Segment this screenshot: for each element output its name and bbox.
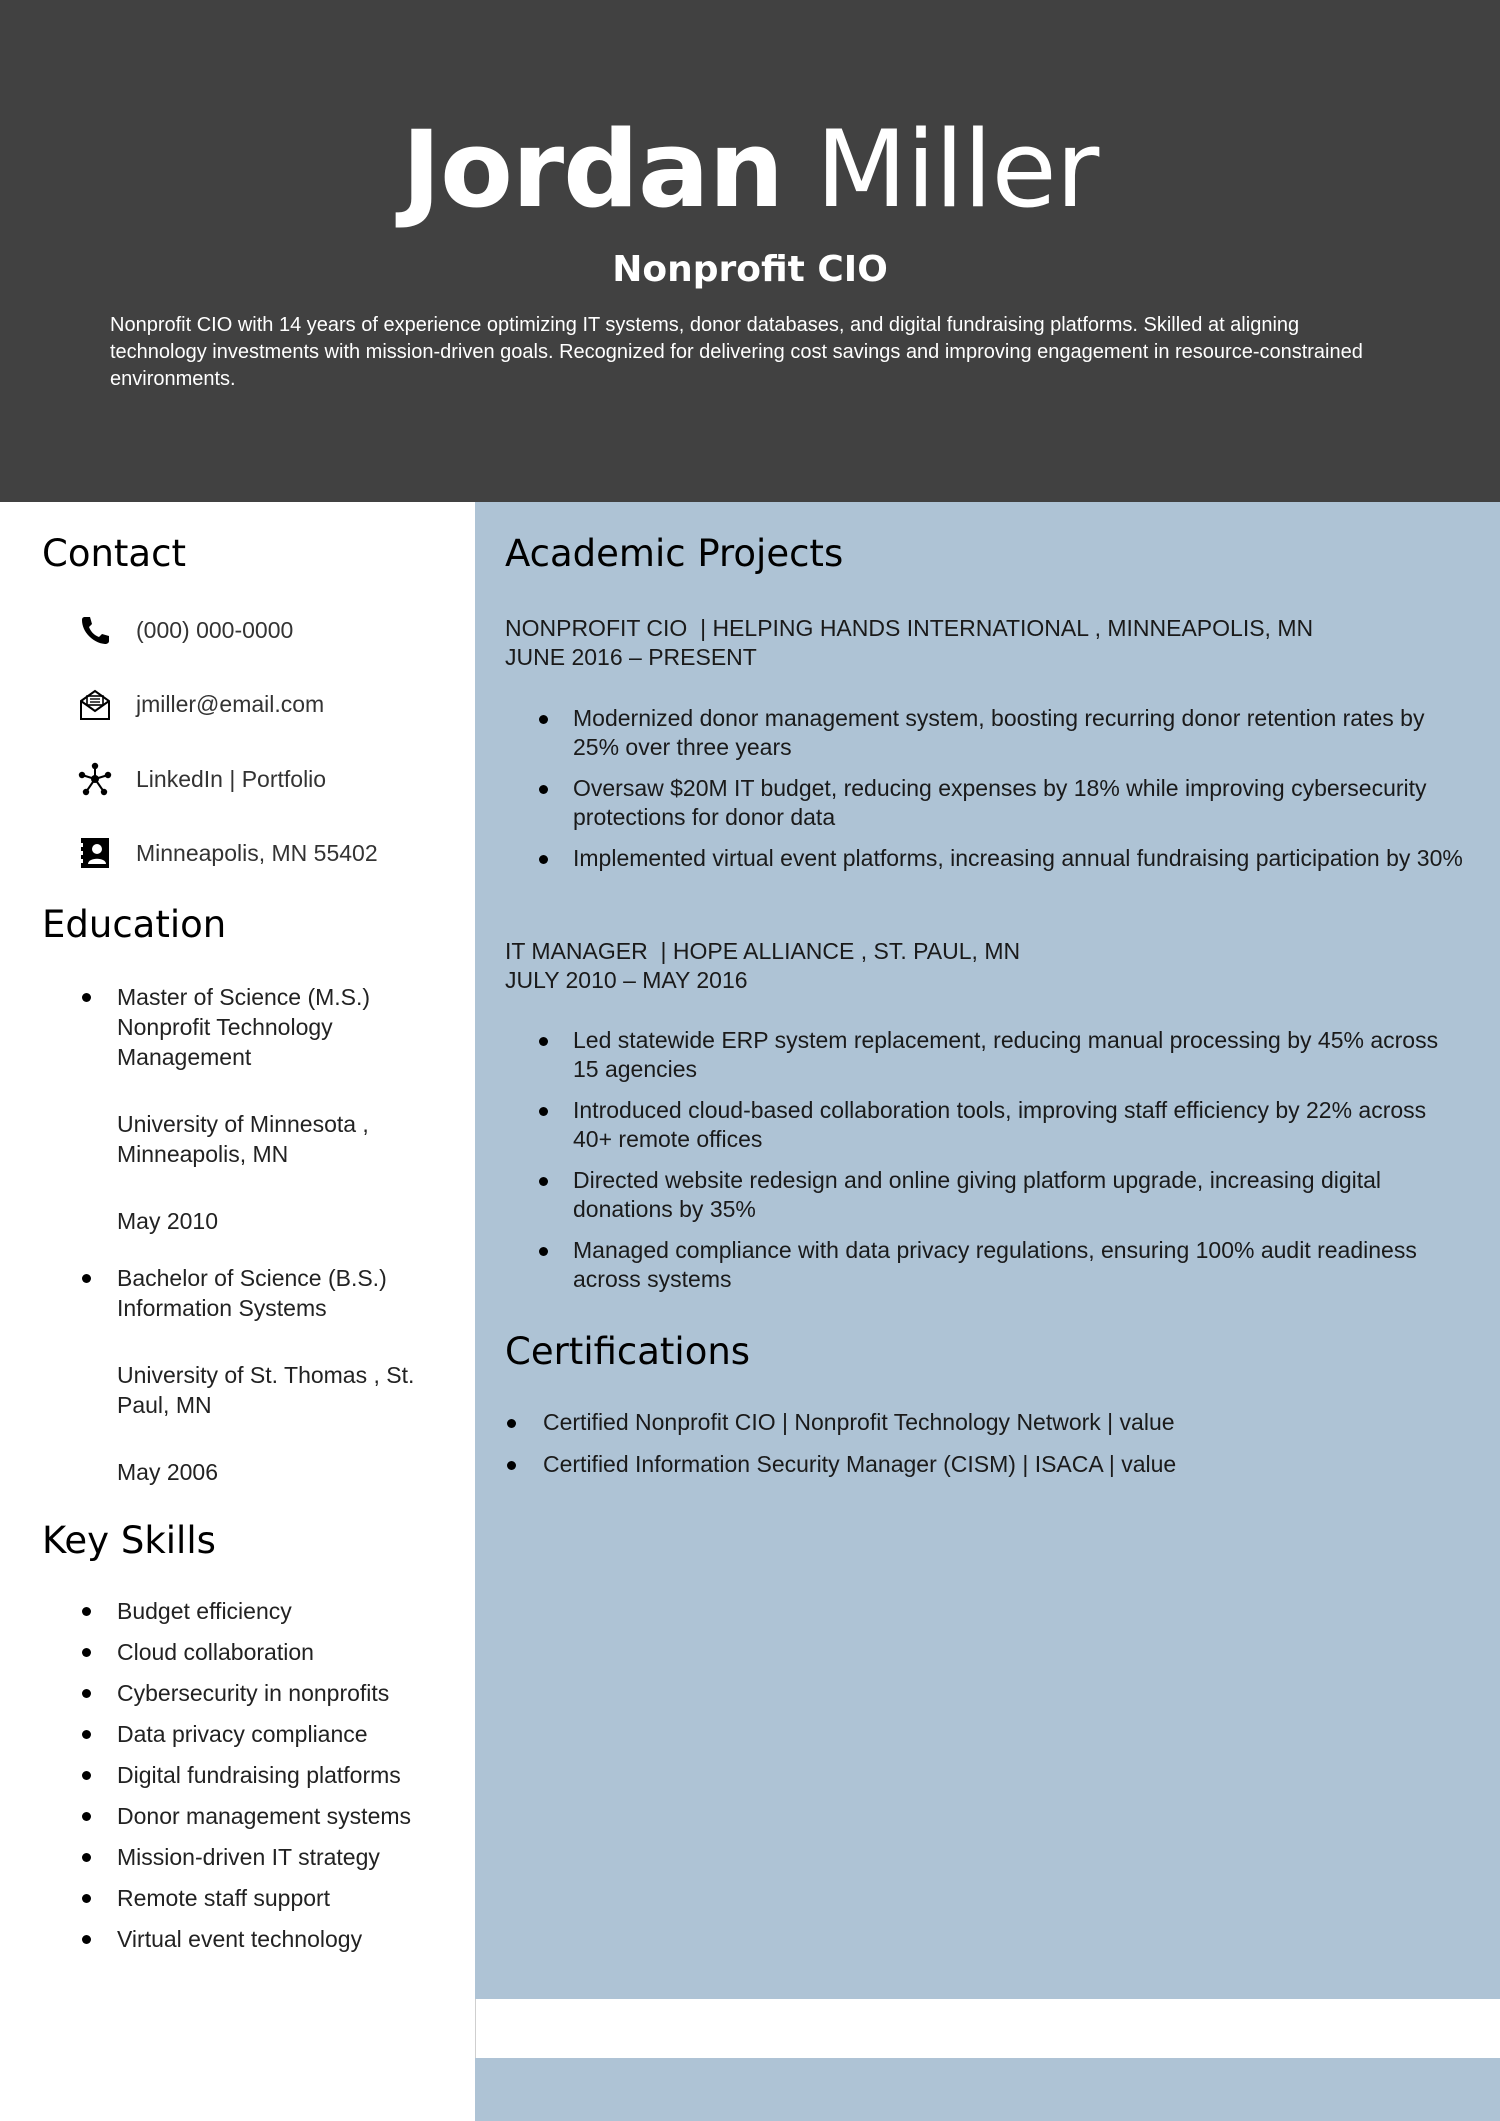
job-bullet: Directed website redesign and online giving platform upgrade, increasing digital donations by 35% bbox=[573, 1166, 1463, 1224]
graduation-date: May 2010 bbox=[117, 1208, 219, 1234]
right-column-footer bbox=[475, 2058, 1500, 2121]
certifications-list bbox=[543, 1408, 1463, 1492]
skill-item: Data privacy compliance bbox=[82, 1719, 462, 1760]
bullet bbox=[82, 1274, 91, 1283]
job-role-line: IT MANAGER | HOPE ALLIANCE , ST. PAUL, MN bbox=[505, 938, 1021, 964]
professional-summary: Nonprofit CIO with 14 years of experience optimizing IT systems, donor databases, and digital fundraising platforms. Skilled at aligning technology investments with mission-driven goals. Recognized for delivering cost savings and improving engagement in resource-constrained environments. bbox=[110, 314, 1363, 390]
candidate-name bbox=[0, 100, 1500, 240]
job-bullet: Modernized donor management system, boosting recurring donor retention rates by 25% over three years bbox=[573, 704, 1463, 762]
links-text[interactable]: LinkedIn | Portfolio bbox=[136, 765, 327, 792]
job-bullet: Oversaw $20M IT budget, reducing expenses by 18% while improving cybersecurity protections for donor data bbox=[573, 774, 1463, 832]
skill-item: Donor management systems bbox=[82, 1801, 462, 1842]
header-banner bbox=[0, 0, 1500, 502]
certifications-section bbox=[505, 1330, 750, 1373]
certification-item: Certified Nonprofit CIO | Nonprofit Technology Network | value bbox=[543, 1408, 1463, 1437]
school: University of St. Thomas , St. Paul, MN bbox=[117, 1362, 415, 1418]
skills-list bbox=[82, 1596, 462, 1965]
envelope-icon bbox=[78, 687, 112, 721]
job-date-line: JUNE 2016 – PRESENT bbox=[505, 644, 757, 670]
job-bullet: Managed compliance with data privacy regulations, ensuring 100% audit readiness across systems bbox=[573, 1236, 1463, 1294]
contact-section bbox=[42, 532, 186, 575]
skill-item: Cybersecurity in nonprofits bbox=[82, 1678, 462, 1719]
contact-links[interactable] bbox=[78, 759, 327, 799]
projects-section bbox=[505, 532, 843, 575]
job-bullet: Led statewide ERP system replacement, reducing manual processing by 45% across 15 agencies bbox=[573, 1026, 1463, 1084]
first-name: Jordan bbox=[401, 108, 784, 231]
job-date-line: JULY 2010 – MAY 2016 bbox=[505, 967, 748, 993]
contact-heading: Contact bbox=[42, 532, 186, 575]
address-book-icon bbox=[78, 836, 112, 870]
skill-item: Cloud collaboration bbox=[82, 1637, 462, 1678]
job-role-line: NONPROFIT CIO | HELPING HANDS INTERNATIONAL , MINNEAPOLIS, MN bbox=[505, 615, 1314, 641]
job-bullets bbox=[573, 1026, 1463, 1306]
contact-phone bbox=[78, 610, 294, 650]
skill-item: Budget efficiency bbox=[82, 1596, 462, 1637]
job-header bbox=[505, 937, 1020, 995]
certifications-heading: Certifications bbox=[505, 1330, 751, 1373]
job-bullet: Introduced cloud-based collaboration tools, improving staff efficiency by 22% across 40+ remote offices bbox=[573, 1096, 1463, 1154]
projects-heading: Academic Projects bbox=[505, 532, 844, 575]
education-heading: Education bbox=[42, 903, 227, 946]
job-bullets bbox=[573, 704, 1463, 885]
last-name: Miller bbox=[815, 108, 1099, 231]
skill-item: Mission-driven IT strategy bbox=[82, 1842, 462, 1883]
column-divider bbox=[475, 1999, 476, 2058]
graduation-date: May 2006 bbox=[117, 1459, 219, 1485]
job-header bbox=[505, 614, 1313, 672]
education-section bbox=[42, 903, 226, 946]
education-entry bbox=[82, 982, 452, 1236]
skill-item: Virtual event technology bbox=[82, 1924, 462, 1965]
degree: Master of Science (M.S.) Nonprofit Technology Management bbox=[117, 984, 371, 1070]
contact-email[interactable] bbox=[78, 684, 325, 724]
skills-heading: Key Skills bbox=[42, 1519, 216, 1562]
phone-icon bbox=[78, 613, 112, 647]
phone-text: (000) 000-0000 bbox=[136, 616, 294, 643]
education-list bbox=[82, 982, 452, 1487]
skill-item: Digital fundraising platforms bbox=[82, 1760, 462, 1801]
degree: Bachelor of Science (B.S.) Information Systems bbox=[117, 1265, 387, 1321]
school: University of Minnesota , Minneapolis, MN bbox=[117, 1111, 369, 1167]
certification-item: Certified Information Security Manager (CISM) | ISACA | value bbox=[543, 1450, 1463, 1479]
email-text[interactable]: jmiller@email.com bbox=[136, 690, 325, 717]
job-title: Nonprofit CIO bbox=[612, 249, 888, 290]
address-text: Minneapolis, MN 55402 bbox=[136, 839, 378, 866]
network-icon bbox=[78, 762, 112, 796]
skills-section bbox=[42, 1519, 216, 1562]
job-bullet: Implemented virtual event platforms, increasing annual fundraising participation by 30% bbox=[573, 845, 1463, 871]
contact-address bbox=[78, 833, 378, 873]
skill-item: Remote staff support bbox=[82, 1883, 462, 1924]
education-entry bbox=[82, 1263, 452, 1487]
bullet bbox=[82, 993, 91, 1002]
